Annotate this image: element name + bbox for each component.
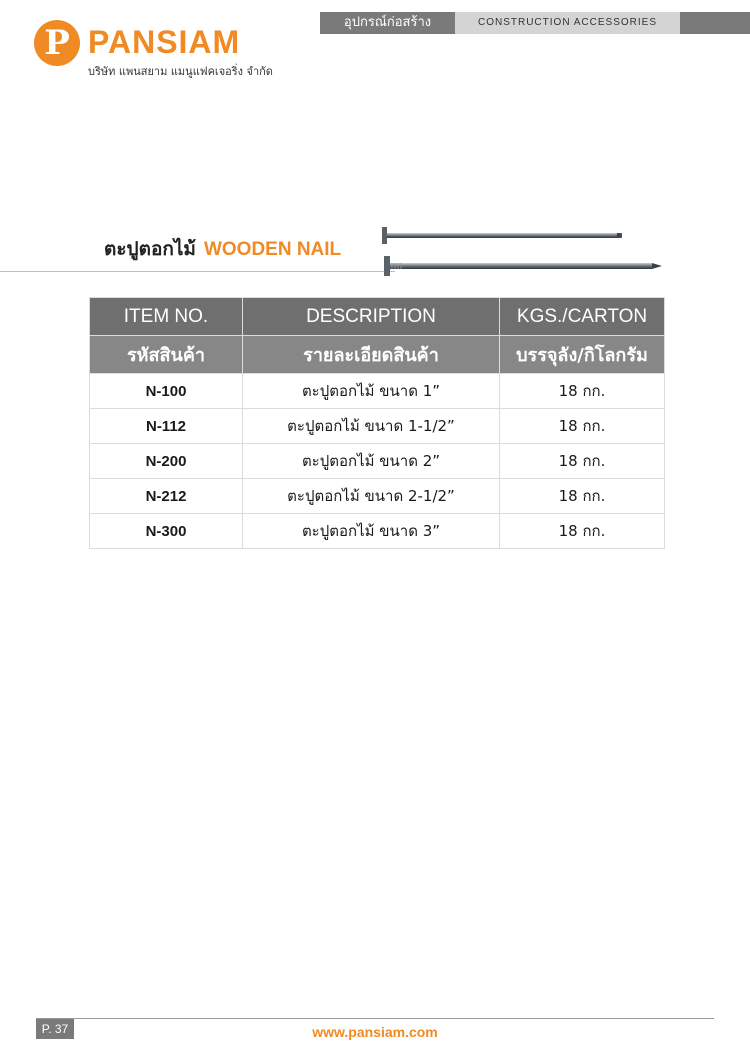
item-quantity: 18 กก. xyxy=(500,444,665,479)
nail-lower xyxy=(384,256,662,276)
table-row xyxy=(90,514,665,549)
page-number: P. 37 xyxy=(36,1019,74,1039)
item-quantity: 18 กก. xyxy=(500,409,665,444)
header-kgs-carton: KGS./CARTON xyxy=(500,298,665,336)
item-description: ตะปูตอกไม้ ขนาด 2-1/2” xyxy=(243,479,500,514)
table-row xyxy=(90,444,665,479)
product-title-english: WOODEN NAIL xyxy=(203,239,342,260)
header-kgs-carton-thai: บรรจุลัง/กิโลกรัม xyxy=(500,336,665,374)
logo-letter: P xyxy=(44,23,70,63)
nail-upper xyxy=(382,227,622,244)
header-row-english xyxy=(90,298,665,336)
product-title xyxy=(104,234,341,264)
item-code: N-300 xyxy=(90,514,243,549)
header-item-no: ITEM NO. xyxy=(90,298,243,336)
wooden-nail-image xyxy=(370,222,670,282)
item-quantity: 18 กก. xyxy=(500,374,665,409)
website-link[interactable]: www.pansiam.com xyxy=(312,1024,438,1040)
header-description-thai: รายละเอียดสินค้า xyxy=(243,336,500,374)
header-description: DESCRIPTION xyxy=(243,298,500,336)
title-underline xyxy=(0,271,395,272)
spec-table xyxy=(89,297,665,549)
item-description: ตะปูตอกไม้ ขนาด 1-1/2” xyxy=(243,409,500,444)
item-description: ตะปูตอกไม้ ขนาด 1” xyxy=(243,374,500,409)
item-quantity: 18 กก. xyxy=(500,479,665,514)
brand-name: PANSIAM xyxy=(88,24,241,60)
item-description: ตะปูตอกไม้ ขนาด 2” xyxy=(243,444,500,479)
brand-logo xyxy=(34,20,274,80)
category-bar-end xyxy=(680,12,750,34)
table-row xyxy=(90,479,665,514)
item-code: N-112 xyxy=(90,409,243,444)
item-code: N-200 xyxy=(90,444,243,479)
table-row xyxy=(90,409,665,444)
category-thai: อุปกรณ์ก่อสร้าง xyxy=(320,12,455,34)
company-name: บริษัท แพนสยาม แมนูแฟคเจอริ่ง จำกัด xyxy=(88,65,273,78)
item-quantity: 18 กก. xyxy=(500,514,665,549)
item-code: N-212 xyxy=(90,479,243,514)
category-english: CONSTRUCTION ACCESSORIES xyxy=(455,12,680,34)
header-item-no-thai: รหัสสินค้า xyxy=(90,336,243,374)
header-row-thai xyxy=(90,336,665,374)
footer-divider xyxy=(36,1018,714,1019)
item-code: N-100 xyxy=(90,374,243,409)
table-row xyxy=(90,374,665,409)
item-description: ตะปูตอกไม้ ขนาด 3” xyxy=(243,514,500,549)
product-title-thai: ตะปูตอกไม้ xyxy=(104,238,196,260)
